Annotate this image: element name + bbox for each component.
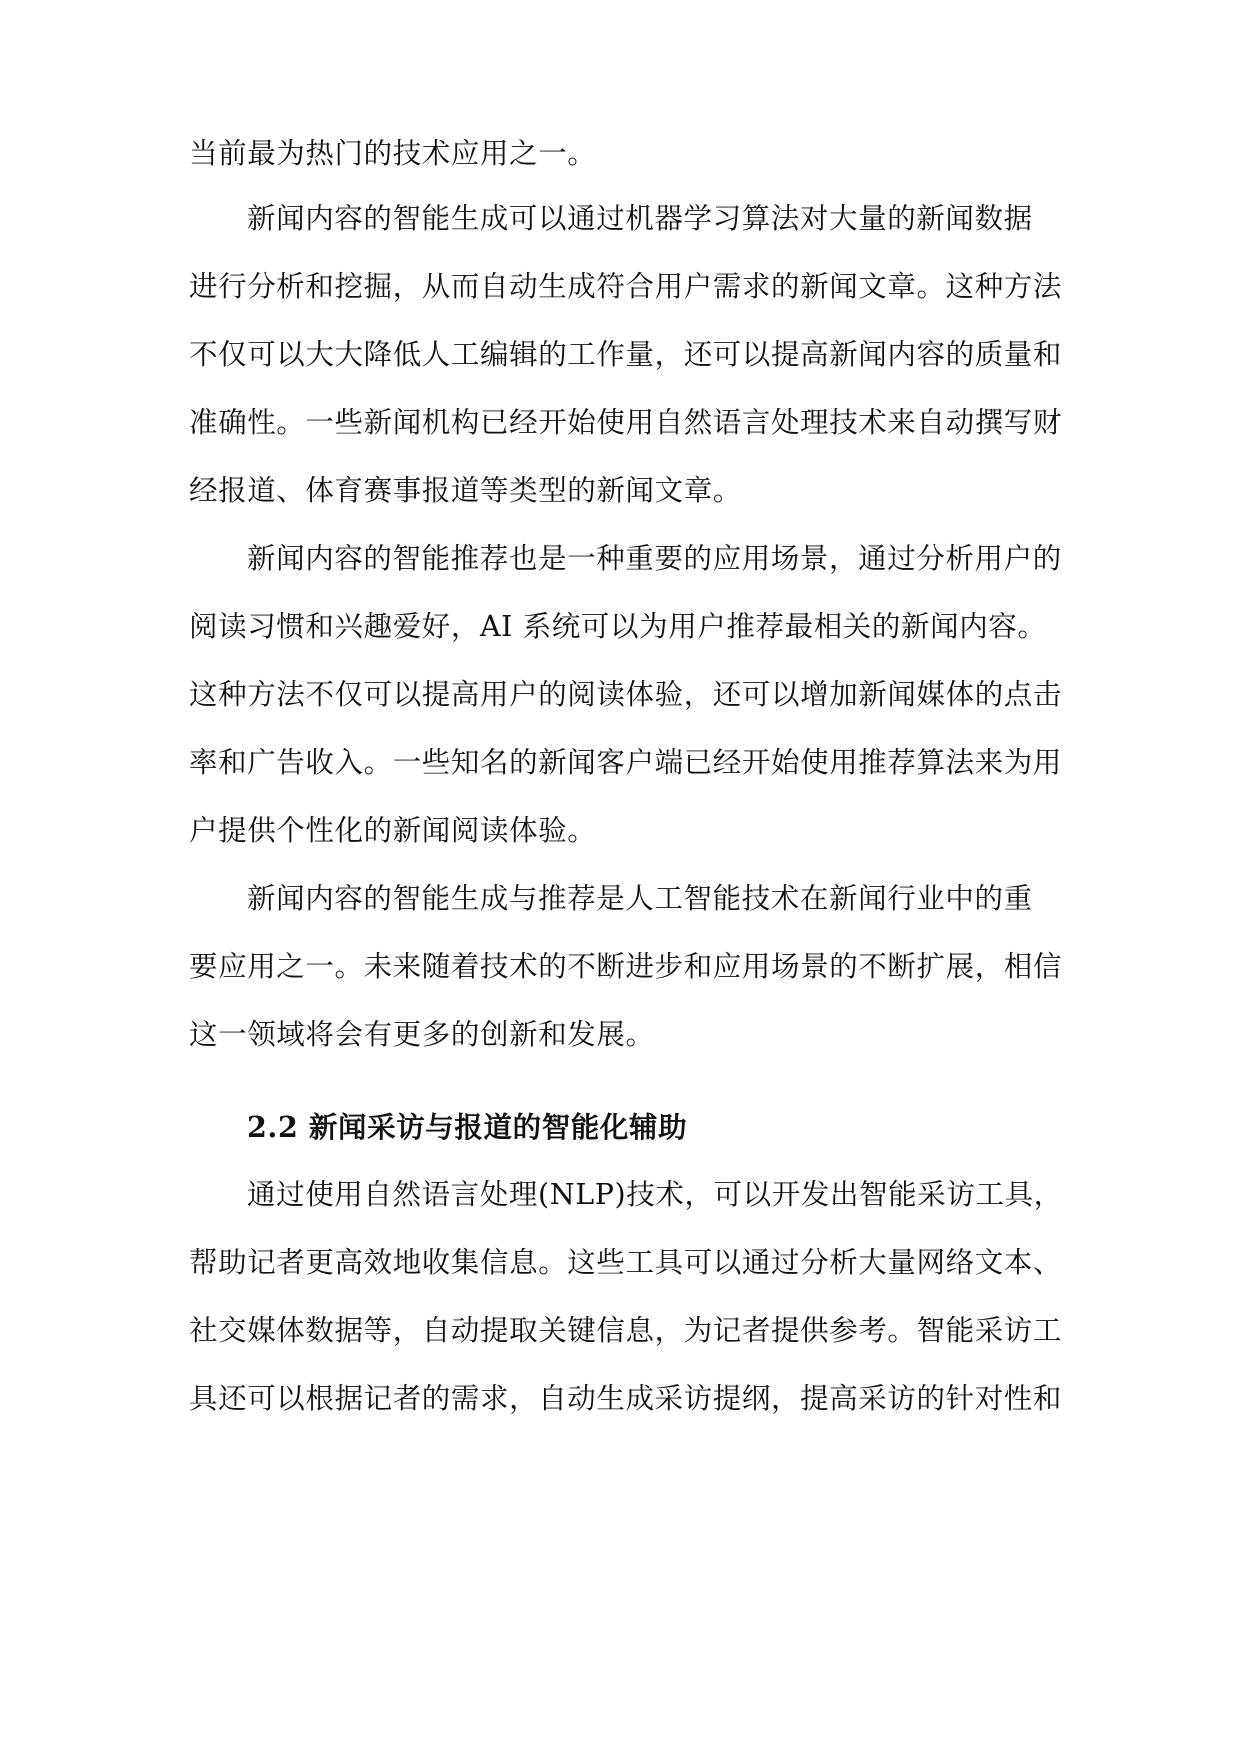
- text-line: 要应用之一。未来随着技术的不断进步和应用场景的不断扩展，相信: [189, 950, 1063, 983]
- text-line: 社交媒体数据等，自动提取关键信息，为记者提供参考。智能采访工: [189, 1314, 1063, 1347]
- text-line: 具还可以根据记者的需求，自动生成采访提纲，提高采访的针对性和: [189, 1382, 1063, 1415]
- text-line: 新闻内容的智能生成与推荐是人工智能技术在新闻行业中的重: [247, 882, 1033, 915]
- text-line: 通过使用自然语言处理(NLP)技术，可以开发出智能采访工具，: [247, 1178, 1063, 1211]
- text-line: 率和广告收入。一些知名的新闻客户端已经开始使用推荐算法来为用: [189, 746, 1063, 779]
- text-line: 新闻内容的智能生成可以通过机器学习算法对大量的新闻数据: [247, 202, 1033, 235]
- text-line: 不仅可以大大降低人工编辑的工作量，还可以提高新闻内容的质量和: [189, 338, 1063, 371]
- text-line: 帮助记者更高效地收集信息。这些工具可以通过分析大量网络文本、: [189, 1246, 1063, 1279]
- text-line: 进行分析和挖掘，从而自动生成符合用户需求的新闻文章。这种方法: [189, 270, 1063, 303]
- text-line: 当前最为热门的技术应用之一。: [189, 137, 597, 170]
- text-line: 这种方法不仅可以提高用户的阅读体验，还可以增加新闻媒体的点击: [189, 678, 1063, 711]
- text-line: 户提供个性化的新闻阅读体验。: [189, 814, 597, 847]
- text-line: 这一领域将会有更多的创新和发展。: [189, 1018, 655, 1051]
- text-line: 经报道、体育赛事报道等类型的新闻文章。: [189, 474, 742, 507]
- section-heading: 2.2 新闻采访与报道的智能化辅助: [247, 1110, 688, 1144]
- text-line: 准确性。一些新闻机构已经开始使用自然语言处理技术来自动撰写财: [189, 406, 1063, 439]
- text-line: 阅读习惯和兴趣爱好，AI 系统可以为用户推荐最相关的新闻内容。: [189, 610, 1047, 643]
- text-line: 新闻内容的智能推荐也是一种重要的应用场景，通过分析用户的: [247, 542, 1062, 575]
